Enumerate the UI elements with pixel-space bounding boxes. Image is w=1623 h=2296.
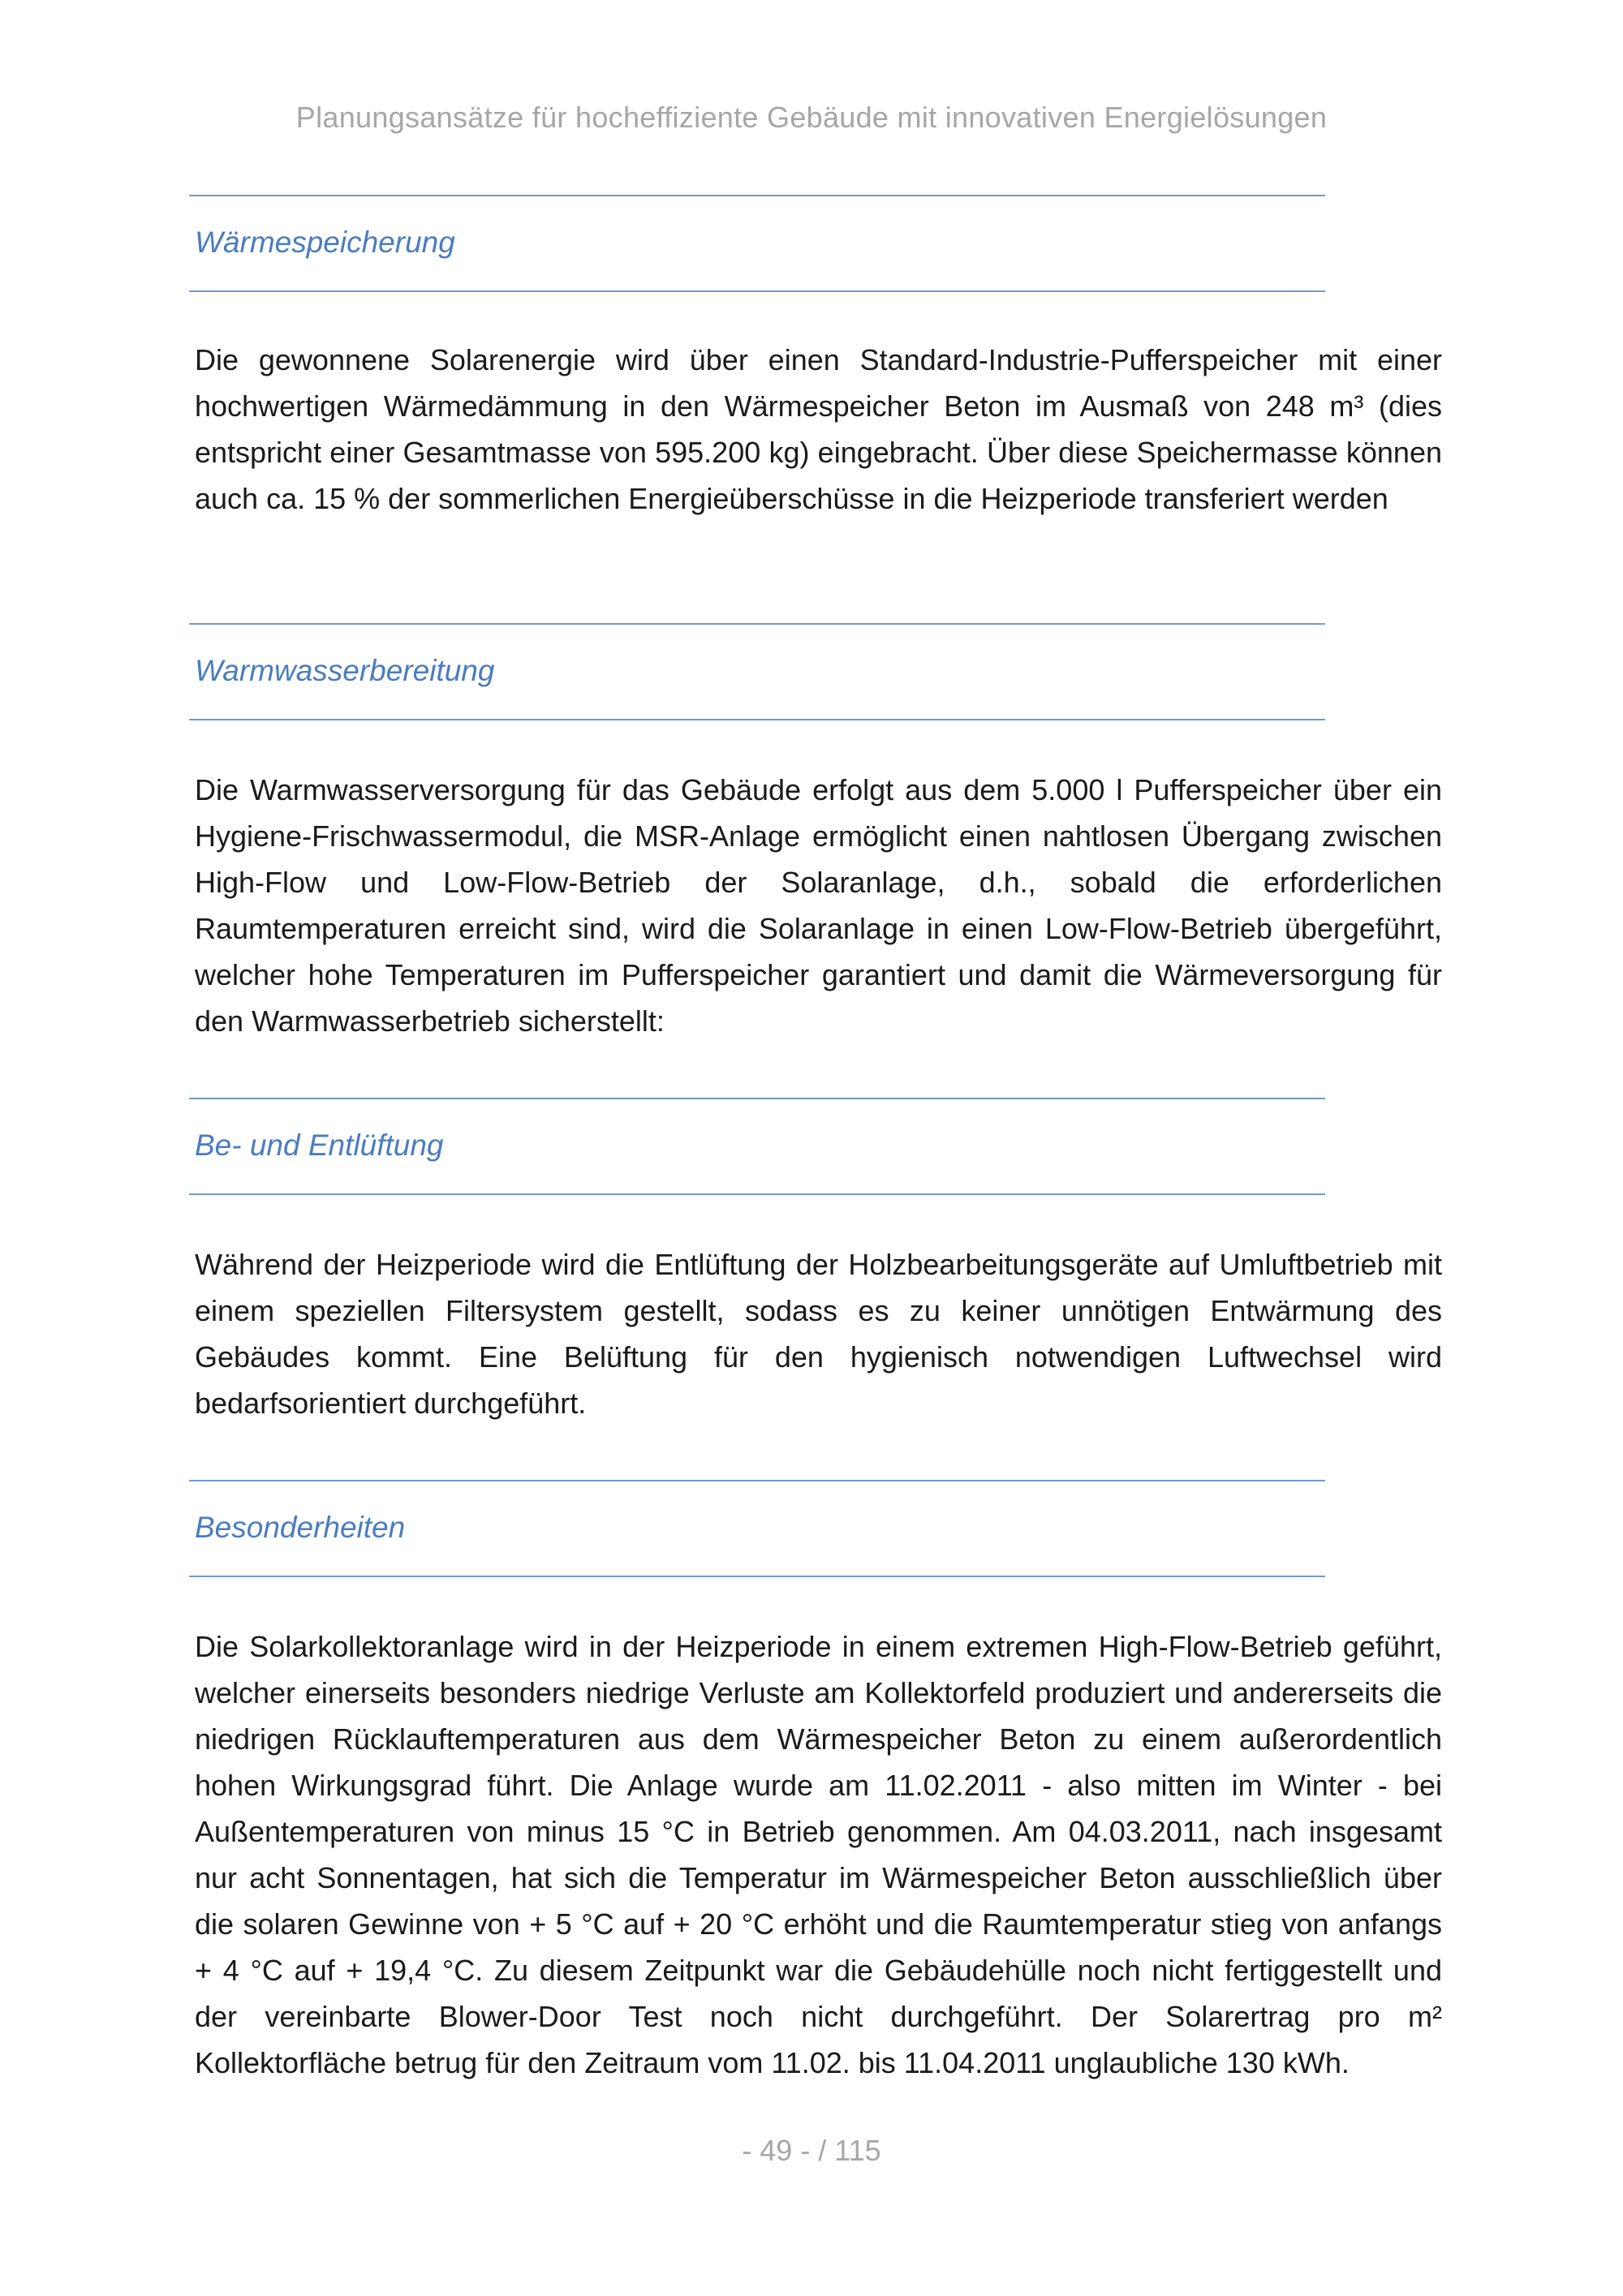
- section-rule-top: [189, 195, 1325, 196]
- section-rule-bottom: [189, 1576, 1325, 1577]
- section-body: Während der Heizperiode wird die Entlüftung der Holzbearbeitungsgeräte auf Umluftbetrieb mit einem speziellen Filtersystem gestellt, sodass es zu keiner unnötigen Entwärmung des Gebäudes kommt. Eine Belüftung für den hygienisch notwendigen Luftwechsel wird bedarfsorientiert durchgeführt.: [195, 1248, 1442, 1420]
- section-heading: Besonderheiten: [195, 1511, 406, 1544]
- section-rule-bottom: [189, 719, 1325, 720]
- section-body: Die Warmwasserversorgung für das Gebäude erfolgt aus dem 5.000 l Pufferspeicher über ein Hygiene-Frischwassermodul, die MSR-Anlage ermöglicht einen nahtlosen Übergang zwischen High-Flow und Low-Flow-Betrieb der Solaranlage, d.h., sobald die erforderlichen Raumtemperaturen erreicht sind, wird die Solaranlage in einen Low-Flow-Betrieb übergeführt, welcher hohe Temperaturen im Pufferspeicher garantiert und damit die Wärmeversorgung für den Warmwasserbetrieb sicherstellt:: [195, 773, 1442, 1038]
- section-rule-top: [189, 1480, 1325, 1481]
- section-body: Die gewonnene Solarenergie wird über einen Standard-Industrie-Pufferspeicher mit einer hochwertigen Wärmedämmung in den Wärmespeicher Beton im Ausmaß von 248 m³ (dies entspricht einer Gesamtmasse von 595.200 kg) eingebracht. Über diese Speichermasse können auch ca. 15 % der sommerlichen Energieüberschüsse in die Heizperiode transferiert werden: [195, 343, 1442, 515]
- section-body: Die Solarkollektoranlage wird in der Heizperiode in einem extremen High-Flow-Betrieb geführt, welcher einerseits besonders niedrige Verluste am Kollektorfeld produziert und andererseits die niedrigen Rücklauftemperaturen aus dem Wärmespeicher Beton zu einem außerordentlich hohen Wirkungsgrad führt. Die Anlage wurde am 11.02.2011 - also mitten im Winter - bei Außentemperaturen von minus 15 °C in Betrieb genommen. Am 04.03.2011, nach insgesamt nur acht Sonnentagen, hat sich die Temperatur im Wärmespeicher Beton ausschließlich über die solaren Gewinne von + 5 °C auf + 20 °C erhöht und die Raumtemperatur stieg von anfangs + 4 °C auf + 19,4 °C. Zu diesem Zeitpunkt war die Gebäudehülle noch nicht fertiggestellt und der vereinbarte Blower-Door Test noch nicht durchgeführt. Der Solarertrag pro m² Kollektorfläche betrug für den Zeitraum vom 11.02. bis 11.04.2011 unglaubliche 130 kWh.: [195, 1630, 1442, 2079]
- section-rule-top: [189, 623, 1325, 625]
- running-header: Planungsansätze für hocheffiziente Gebäude mit innovativen Energielösungen: [295, 101, 1328, 134]
- page-number: - 49 - / 115: [742, 2134, 881, 2167]
- section-heading: Wärmespeicherung: [195, 226, 455, 259]
- section-heading: Be- und Entlüftung: [195, 1129, 444, 1162]
- section-rule-top: [189, 1098, 1325, 1099]
- section-rule-bottom: [189, 1193, 1325, 1195]
- section-rule-bottom: [189, 290, 1325, 292]
- section-heading: Warmwasserbereitung: [195, 654, 495, 687]
